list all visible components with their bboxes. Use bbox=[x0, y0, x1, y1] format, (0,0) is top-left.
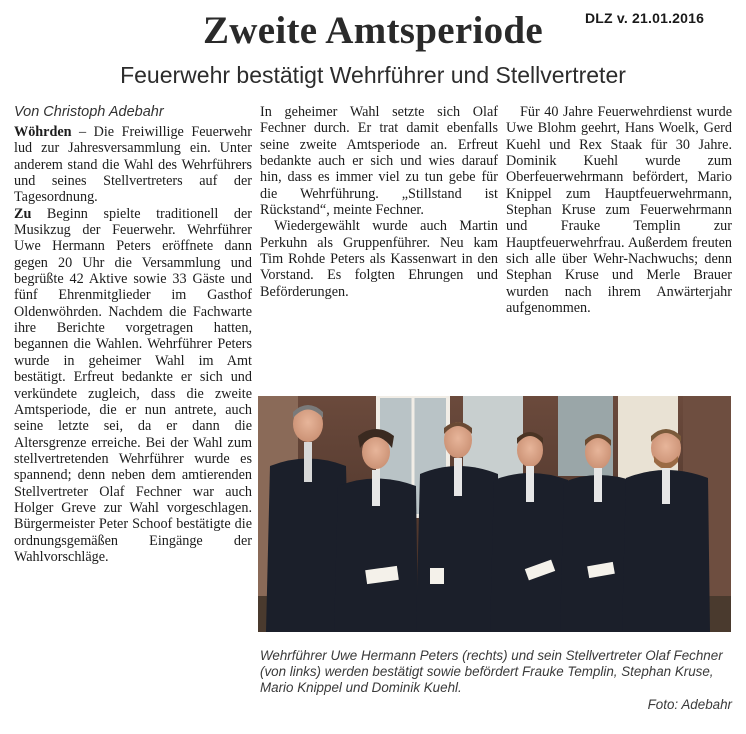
article-subheadline: Feuerwehr bestätigt Wehrführer und Stellvertreter bbox=[120, 62, 626, 88]
paragraph: In geheimer Wahl setzte sich Olaf Fechner durch. Er trat damit ebenfalls seine zweite Amtsperiode an. Erfreut bedankte auch er sich und wies darauf hin, dass es immer viel zu tun gebe für die Wehrführung. „Stillstand ist Rückstand“, meinte Fechner. bbox=[260, 104, 498, 219]
paragraph-lead: Zu bbox=[14, 205, 32, 222]
paragraph-text: Beginn spielte traditionell der Musikzug der Feuerwehr. Wehrführer Uwe Hermann Peters eröffnete dann gegen 20 Uhr die Versammlung und begrüßte 42 Aktive sowie 33 Gäste und fünf Ehrenmitglieder im Gasthof Oldenwöhrden. Nachdem die Fachwarte ihre Berichte vorgetragen hatten, begannen die Wahlen. Wehrführer Peters wurde in geheimer Wahl im Amt bestätigt. Erfreut bedankte er sich und verkündete zugleich, dass die zweite Amtsperiode, die er nun antrete, auch seine letzte sei, da er dann die Altersgrenze erreiche. Bei der Wahl zum stellvertretenden Wehrführer wurde es spannend; denn neben dem amtierenden Stellvertreter Olaf Fechner war auch Holger Greve zur Wahl vorgeschlagen. Bürgermeister Peter Schoof bestätigte die ordnungsgemäßen Eingänge der Wahlvorschläge. bbox=[14, 205, 252, 565]
article-column-1 bbox=[14, 124, 252, 565]
photo-caption: Wehrführer Uwe Hermann Peters (rechts) und sein Stellvertreter Olaf Fechner (von links) werden bestätigt sowie befördert Frauke Templin, Stephan Kruse, Mario Knippel und Dominik Kuehl. bbox=[260, 648, 723, 695]
newspaper-source-label: DLZ v. 21.01.2016 bbox=[585, 10, 705, 26]
article-column-2 bbox=[260, 104, 498, 300]
photo-credit: Foto: Adebahr bbox=[647, 697, 732, 712]
dateline: Wöhrden bbox=[14, 124, 72, 140]
paragraph bbox=[14, 206, 252, 566]
paragraph: Wiedergewählt wurde auch Martin Perkuhn als Gruppenführer. Neu kam Tim Rohde Peters als Kassenwart in den Vorstand. Es folgten Ehrungen und Beförderungen. bbox=[260, 218, 498, 300]
article-headline: Zweite Amtsperiode bbox=[202, 9, 544, 52]
group-photo-illustration bbox=[258, 396, 731, 632]
author-byline: Von Christoph Adebahr bbox=[14, 104, 164, 120]
article-column-3 bbox=[506, 104, 732, 316]
paragraph bbox=[14, 124, 252, 206]
paragraph-text: – Die Freiwillige Feuerwehr lud zur Jahresversammlung ein. Unter anderem stand die Wahl des Wehrführers und seines Stellvertreters auf der Tagesordnung. bbox=[14, 124, 252, 206]
paragraph: Für 40 Jahre Feuerwehrdienst wurde Uwe Blohm geehrt, Hans Woelk, Gerd Kuehl und Rex Staak für 30 Jahre. Dominik Kuehl wurde zum Oberfeuerwehrmann befördert, Mario Knippel zum Hauptfeuerwehrmann, Stephan Kruse zum Feuerwehrmann und Frauke Templin zur Hauptfeuerwehrfrau. Außerdem freuten sich alle über Wehr-Nachwuchs; denn Stephan Kruse und Merle Brauer wurden nach ihrem Anwärterjahr aufgenommen. bbox=[506, 104, 732, 317]
article-photo bbox=[258, 396, 731, 632]
